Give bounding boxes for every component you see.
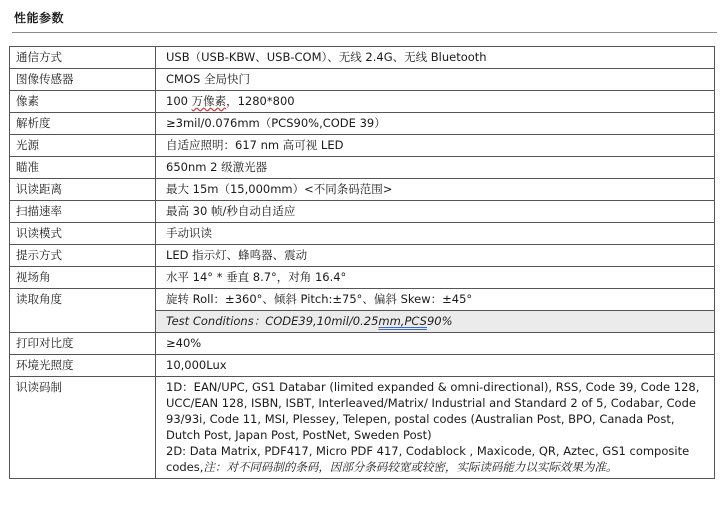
spec-table [9, 46, 715, 479]
spec-label: 图像传感器 [10, 69, 156, 91]
symbologies-2d-text: 2D: Data Matrix, PDF417, Micro PDF 417, Codablock , Maxicode, QR, Aztec, GS1 composite codes, [166, 444, 690, 474]
spec-value: 水平 14° * 垂直 8.7°，对角 16.4° [156, 267, 715, 289]
spec-label: 光源 [10, 135, 156, 157]
spec-row [10, 47, 715, 69]
test-conditions-note [156, 311, 715, 333]
spec-row [10, 267, 715, 289]
spec-row [10, 355, 715, 377]
spec-label: 通信方式 [10, 47, 156, 69]
spec-row [10, 333, 715, 355]
symbologies-note: 注：对不同码制的条码，因部分条码较宽或较密，实际读码能力以实际效果为准。 [203, 460, 618, 474]
spec-value: 10,000Lux [156, 355, 715, 377]
spec-row [10, 157, 715, 179]
test-conditions-end: 90% [426, 314, 453, 328]
spec-label: 识读距离 [10, 179, 156, 201]
spec-value: ≥3mil/0.076mm（PCS90%,CODE 39） [156, 113, 715, 135]
spec-label: 识读码制 [10, 377, 156, 479]
spec-value: 650nm 2 级激光器 [156, 157, 715, 179]
spec-value: 自适应照明：617 nm 高可视 LED [156, 135, 715, 157]
symbologies-2d [166, 443, 708, 475]
spec-row [10, 135, 715, 157]
test-conditions-text: Test Conditions：CODE39,10mil/0.25 [166, 314, 379, 328]
spec-row [10, 245, 715, 267]
spec-value: LED 指示灯、蜂鸣器、震动 [156, 245, 715, 267]
spec-value: USB（USB-KBW、USB-COM）、无线 2.4G、无线 Bluetooth [156, 47, 715, 69]
spec-value: 最大 15m（15,000mm）<不同条码范围> [156, 179, 715, 201]
resolution-text: ，1280*800 [226, 94, 295, 108]
spec-row [10, 179, 715, 201]
spec-row [10, 223, 715, 245]
spellcheck-underlined-text: 万像素 [191, 94, 227, 108]
spec-label: 环境光照度 [10, 355, 156, 377]
grammar-underlined-text: mm,PCS [378, 314, 427, 328]
spec-value-symbologies [156, 377, 715, 479]
spec-label: 瞄准 [10, 157, 156, 179]
section-title: 性能参数 [14, 11, 65, 25]
spec-row [10, 377, 715, 479]
spec-value: 旋转 Roll：±360°、倾斜 Pitch:±75°、偏斜 Skew：±45° [156, 289, 715, 311]
spec-row [10, 113, 715, 135]
spec-label: 打印对比度 [10, 333, 156, 355]
symbologies-1d: 1D：EAN/UPC, GS1 Databar (limited expanded & omni-directional), RSS, Code 39, Code 128, UCC/EAN 128, ISBN, ISBT, Interleaved/Matrix/ Industrial and Standard 2 of 5, Codabar, Code 93/93i, Code 11, MSI, Plessey, Telepen, postal codes (Australian Post, BPO, Canada Post, Dutch Post, Japan Post, PostNet, Sweden Post) [166, 380, 700, 442]
spec-value [156, 91, 715, 113]
spec-value: 手动识读 [156, 223, 715, 245]
spec-row [10, 69, 715, 91]
spec-value: 最高 30 帧/秒自动自适应 [156, 201, 715, 223]
spec-row [10, 289, 715, 311]
title-divider [12, 32, 717, 33]
spec-label: 解析度 [10, 113, 156, 135]
spec-label: 提示方式 [10, 245, 156, 267]
spec-row [10, 91, 715, 113]
spec-label: 读取角度 [10, 289, 156, 333]
spec-label: 视场角 [10, 267, 156, 289]
spec-label: 像素 [10, 91, 156, 113]
spec-value: ≥40% [156, 333, 715, 355]
spec-value: CMOS 全局快门 [156, 69, 715, 91]
spec-row [10, 201, 715, 223]
pixel-count: 100 [166, 94, 192, 108]
spec-label: 识读模式 [10, 223, 156, 245]
spec-label: 扫描速率 [10, 201, 156, 223]
